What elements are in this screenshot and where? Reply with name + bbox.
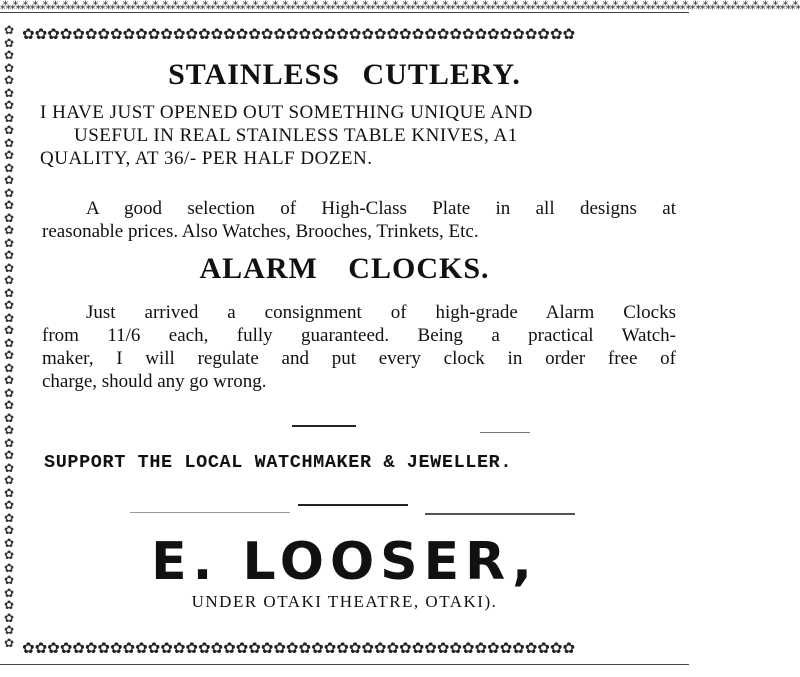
plate-line-2: reasonable prices. Also Watches, Brooches, Trinkets, Etc. xyxy=(42,221,479,242)
heading-alarm-clocks: ALARM CLOCKS. xyxy=(199,252,490,285)
clocks-line-3: maker, I will regulate and put every clock in order free of xyxy=(42,348,676,369)
intro-line-2: USEFUL IN REAL STAINLESS TABLE KNIVES, A1 xyxy=(74,125,518,146)
support-slogan: SUPPORT THE LOCAL WATCHMAKER & JEWELLER. xyxy=(44,452,513,473)
intro-paragraph xyxy=(40,101,680,170)
bottom-ornament-border: ✿✿✿✿✿✿✿✿✿✿✿✿✿✿✿✿✿✿✿✿✿✿✿✿✿✿✿✿✿✿✿✿✿✿✿✿✿✿✿✿✿✿✿✿ xyxy=(22,639,576,657)
divider-rule-faint xyxy=(130,512,290,513)
clocks-line-1: Just arrived a consignment of high-grade Alarm Clocks xyxy=(86,302,676,323)
merchant-address: UNDER OTAKI THEATRE, OTAKI). xyxy=(191,592,498,611)
divider-rule xyxy=(298,504,408,506)
clocks-line-4: charge, should any go wrong. xyxy=(42,371,267,392)
divider-rule xyxy=(292,425,356,427)
left-ornament-border: ✿ ✿ ✿ ✿ ✿ ✿ ✿ ✿ ✿ ✿ ✿ ✿ ✿ ✿ ✿ ✿ ✿ ✿ ✿ ✿ ✿ ✿ ✿ ✿ ✿ ✿ ✿ ✿ ✿ ✿ ✿ ✿ ✿ ✿ ✿ ✿ ✿ ✿ ✿ ✿ ✿ ✿ ✿ ✿ ✿ ✿ ✿ ✿ ✿ ✿ xyxy=(3,23,15,650)
clocks-paragraph xyxy=(42,301,676,393)
plate-line-1: A good selection of High-Class Plate in all designs at xyxy=(86,198,676,219)
top-ornament-border: ✿✿✿✿✿✿✿✿✿✿✿✿✿✿✿✿✿✿✿✿✿✿✿✿✿✿✿✿✿✿✿✿✿✿✿✿✿✿✿✿✿✿✿✿ xyxy=(22,25,576,43)
divider-rule-faint xyxy=(425,513,575,515)
intro-line-1: I HAVE JUST OPENED OUT SOMETHING UNIQUE AND xyxy=(40,102,533,123)
bottom-border-rule xyxy=(0,664,689,666)
divider-rule-faint xyxy=(480,432,530,433)
heading-stainless-cutlery: STAINLESS CUTLERY. xyxy=(168,58,521,91)
merchant-name: E. LOOSER, xyxy=(151,532,538,592)
plate-paragraph xyxy=(42,197,676,243)
top-border-strip: ⁂⁂⁂⁂⁂⁂⁂⁂⁂⁂⁂⁂⁂⁂⁂⁂⁂⁂⁂⁂⁂⁂⁂⁂⁂⁂⁂⁂⁂⁂⁂⁂⁂⁂⁂⁂⁂⁂⁂⁂⁂⁂⁂⁂⁂⁂⁂⁂⁂⁂⁂⁂⁂⁂⁂⁂⁂⁂⁂⁂⁂⁂⁂⁂⁂⁂⁂⁂⁂⁂⁂⁂⁂⁂⁂⁂⁂⁂⁂⁂ xyxy=(0,0,800,12)
clocks-line-2: from 11/6 each, fully guaranteed. Being a practical Watch- xyxy=(42,325,676,346)
intro-line-3: QUALITY, AT 36/- PER HALF DOZEN. xyxy=(40,148,373,169)
